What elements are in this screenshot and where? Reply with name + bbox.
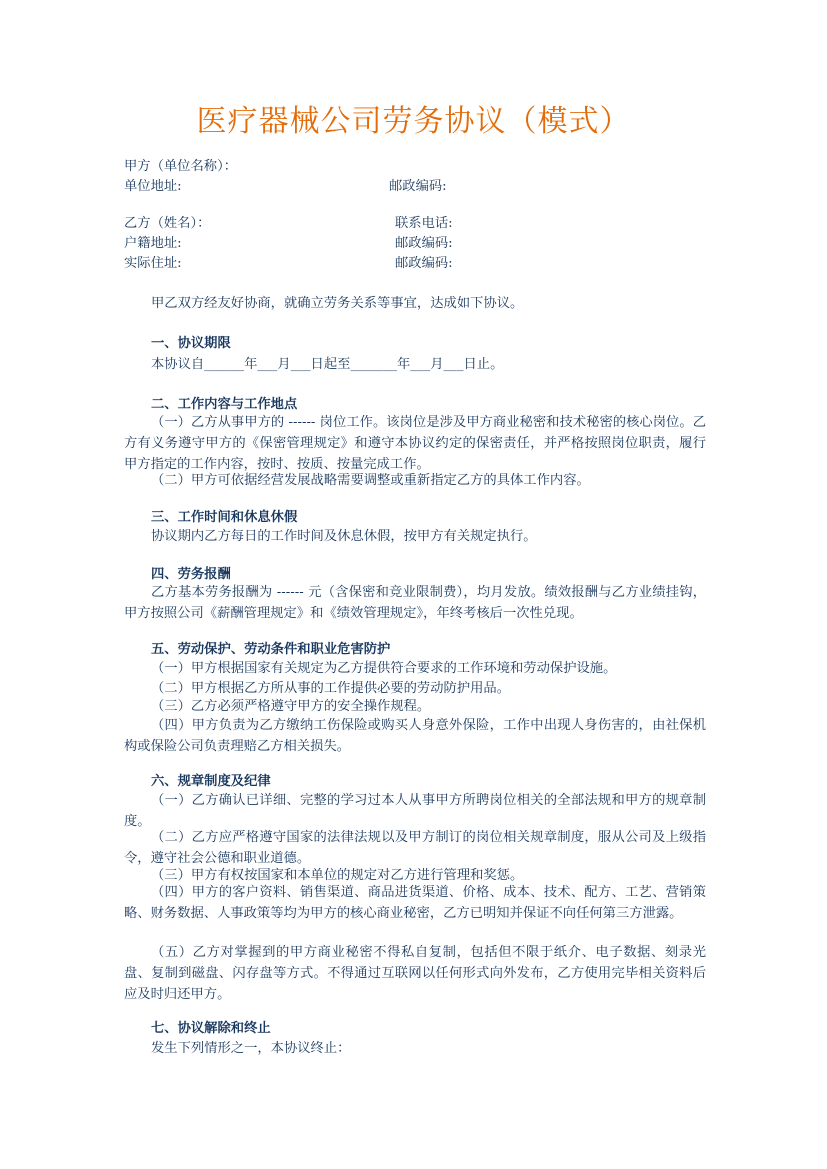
section-6-paragraph-5: （五）乙方对掌握到的甲方商业秘密不得私自复制，包括但不限于纸介、电子数据、刻录光盘、复制到磁盘、闪存盘等方式。不得通过互联网以任何形式向外发布，乙方使用完毕相关资料后应及时归还甲方。: [124, 945, 706, 1002]
party-b-household-label: 户籍地址:: [124, 236, 182, 251]
section-6-paragraph-1: （一）乙方确认已详细、完整的学习过本人从事甲方所聘岗位相关的全部法规和甲方的规章制度。: [124, 793, 706, 829]
party-b-residence-label: 实际住址:: [124, 256, 182, 271]
section-6-paragraph-4: （四）甲方的客户资料、销售渠道、商品进货渠道、价格、成本、技术、配方、工艺、营销策略、财务数据、人事政策等均为甲方的核心商业秘密，乙方已明知并保证不向任何第三方泄露。: [124, 885, 706, 921]
section-4-text: 乙方基本劳务报酬为 ------ 元（含保密和竞业限制费），均月发放。绩效报酬与乙方业绩挂钩，甲方按照公司《薪酬管理规定》和《绩效管理规定》，年终考核后一次性兑现。: [124, 585, 706, 621]
intro-paragraph: 甲乙双方经友好协商，就确立劳务关系等事宜，达成如下协议。: [151, 296, 524, 311]
section-2-paragraph-2: （二）甲方可依据经营发展战略需要调整或重新指定乙方的具体工作内容。: [151, 473, 590, 488]
section-1-heading: 一、协议期限: [151, 336, 231, 351]
party-b-name-label: 乙方（姓名）：: [124, 216, 211, 231]
section-5-paragraph-3: （三）乙方必须严格遵守甲方的安全操作规程。: [151, 699, 431, 714]
party-a-postcode-label: 邮政编码:: [389, 179, 447, 194]
section-2-paragraph-1: （一）乙方从事甲方的 ------ 岗位工作。该岗位是涉及甲方商业秘密和技术秘密的核心岗位。乙方有义务遵守甲方的《保密管理规定》和遵守本协议约定的保密责任，并严格按照岗位职责，履行甲方指定的工作内容，按时、按质、按量完成工作。: [124, 415, 706, 472]
section-5-paragraph-4: （四）甲方负责为乙方缴纳工伤保险或购买人身意外保险，工作中出现人身伤害的，由社保机构或保险公司负责理赔乙方相关损失。: [124, 718, 706, 754]
party-a-name-label: 甲方（单位名称）：: [124, 159, 238, 174]
party-b-postcode1-label: 邮政编码:: [395, 236, 453, 251]
section-4-heading: 四、劳务报酬: [151, 567, 231, 582]
section-1-text: 本协议自______年___月___日起至_______年___月___日止。: [151, 357, 504, 372]
section-7-text: 发生下列情形之一，本协议终止：: [151, 1041, 351, 1056]
section-5-heading: 五、劳动保护、劳动条件和职业危害防护: [151, 642, 391, 657]
section-3-heading: 三、工作时间和休息休假: [151, 510, 298, 525]
party-a-address-label: 单位地址:: [124, 179, 182, 194]
section-5-paragraph-1: （一）甲方根据国家有关规定为乙方提供符合要求的工作环境和劳动保护设施。: [151, 661, 617, 676]
section-6-paragraph-3: （三）甲方有权按国家和本单位的规定对乙方进行管理和奖惩。: [151, 868, 524, 883]
document-title: 医疗器械公司劳务协议（模式）: [196, 104, 631, 139]
section-2-heading: 二、工作内容与工作地点: [151, 397, 298, 412]
section-3-text: 协议期内乙方每日的工作时间及休息休假，按甲方有关规定执行。: [151, 529, 537, 544]
party-b-phone-label: 联系电话:: [395, 216, 453, 231]
section-7-heading: 七、协议解除和终止: [151, 1021, 271, 1036]
section-6-heading: 六、规章制度及纪律: [151, 774, 271, 789]
section-5-paragraph-2: （二）甲方根据乙方所从事的工作提供必要的劳动防护用品。: [151, 681, 511, 696]
party-b-postcode2-label: 邮政编码:: [395, 256, 453, 271]
section-6-paragraph-2: （二）乙方应严格遵守国家的法律法规以及甲方制订的岗位相关规章制度，服从公司及上级指令，遵守社会公德和职业道德。: [124, 830, 706, 866]
